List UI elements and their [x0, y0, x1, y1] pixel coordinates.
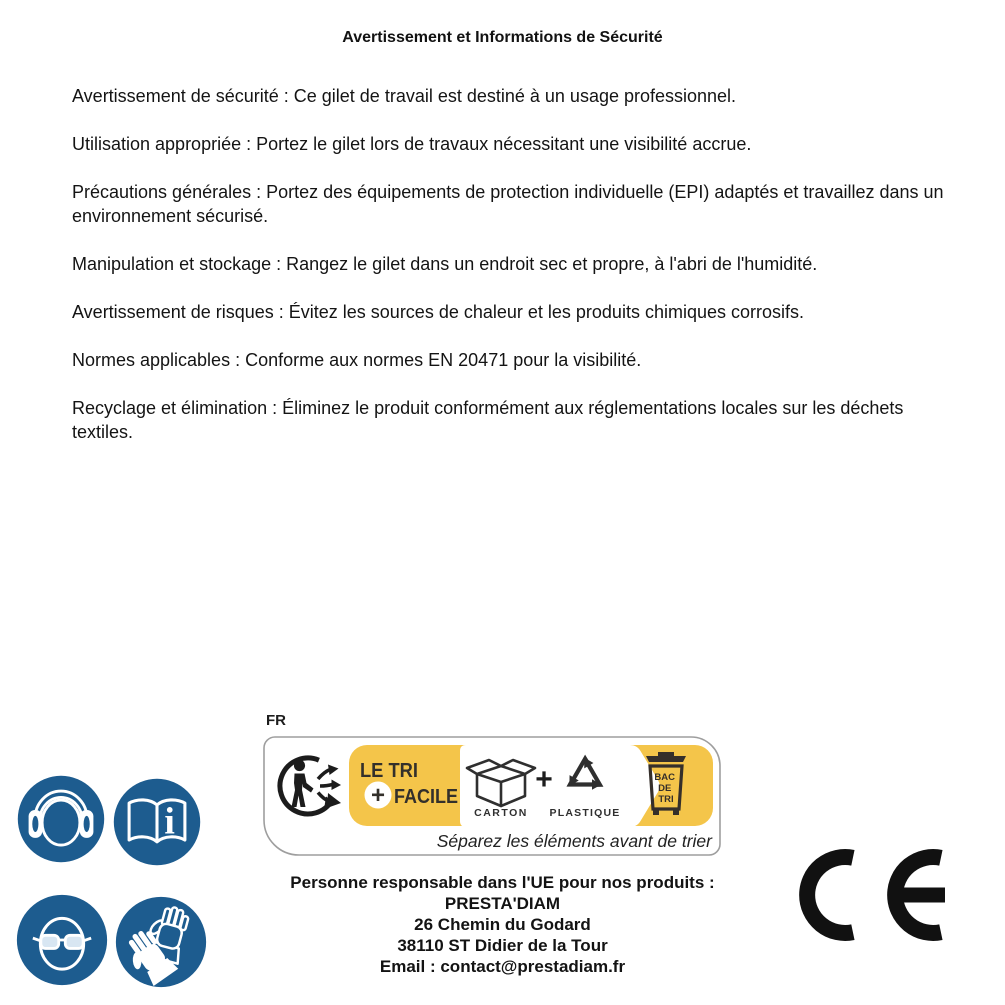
country-code-label: FR [266, 712, 286, 729]
responsible-person-block [0, 872, 1005, 977]
address-line-1: 26 Chemin du Godard [414, 915, 591, 934]
sorting-instruction: Séparez les éléments avant de trier [436, 831, 712, 851]
material-plastique-label: PLASTIQUE [549, 807, 621, 819]
paragraph-safety-warning: Avertissement de sécurité : Ce gilet de travail est destiné à un usage professionnel. [72, 86, 737, 106]
paragraph-risk-warning: Avertissement de risques : Évitez les sources de chaleur et les produits chimiques corrosifs. [72, 302, 804, 322]
recycling-sorting-label [263, 736, 721, 857]
page-title: Avertissement et Informations de Sécurité [342, 29, 663, 46]
materials-plus-sign: + [535, 763, 553, 796]
contact-email: Email : contact@prestadiam.fr [379, 957, 626, 976]
svg-text:i: i [164, 800, 175, 843]
responsible-heading: Personne responsable dans l'UE pour nos produits : [290, 873, 715, 892]
bin-label: BAC DE TRI [654, 772, 675, 805]
plus-sign: + [370, 782, 386, 809]
wear-ear-protection-icon [16, 774, 106, 864]
paragraph-recycling: Recyclage et élimination : Éliminez le produit conformément aux réglementations locales sur les déchets textiles. [72, 398, 904, 442]
paragraph-appropriate-use: Utilisation appropriée : Portez le gilet lors de travaux nécessitant une visibilité accrue. [72, 134, 752, 154]
read-instruction-manual-icon [112, 777, 202, 867]
company-name: PRESTA'DIAM [444, 894, 561, 913]
paragraph-standards: Normes applicables : Conforme aux normes EN 20471 pour la visibilité. [72, 350, 642, 370]
headline-facile: FACILE [394, 786, 458, 808]
headline-le-tri: LE TRI [360, 760, 418, 782]
paragraph-handling-storage: Manipulation et stockage : Rangez le gilet dans un endroit sec et propre, à l'abri de l'humidité. [72, 254, 818, 274]
safety-paragraphs [72, 84, 944, 468]
address-line-2: 38110 ST Didier de la Tour [397, 936, 608, 955]
paragraph-general-precautions: Précautions générales : Portez des équipements de protection individuelle (EPI) adaptés et travaillez dans un environnement sécurisé. [72, 182, 944, 226]
material-carton-label: CARTON [474, 807, 528, 819]
